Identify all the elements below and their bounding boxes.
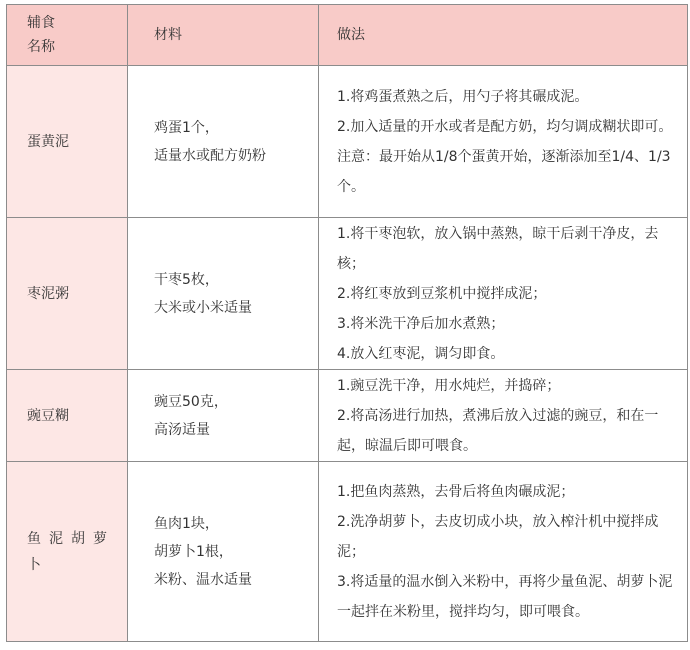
baby-food-recipe-table [6,4,688,642]
material-item: 鱼肉1块， [154,515,219,532]
table-row [7,66,688,218]
material-item: 适量水或配方奶粉 [154,147,266,164]
header-cell-materials [128,5,319,66]
method-step: 3.将适量的温水倒入米粉中，再将少量鱼泥、胡萝卜泥一起拌在米粉里，搅拌均匀，即可喂食。 [337,573,673,620]
table-row [7,370,688,462]
method-note: 注意：最开始从1/8个蛋黄开始，逐渐添加至1/4、1/3个。 [337,148,671,195]
material-item: 高汤适量 [154,421,210,438]
header-method-label: 做法 [337,27,365,43]
method-step: 1.豌豆洗干净，用水炖烂，并捣碎； [337,377,561,394]
table-row [7,218,688,370]
materials-cell [128,218,319,370]
material-item: 大米或小米适量 [154,299,252,316]
recipe-table-container [6,4,688,642]
material-item: 鸡蛋1个， [154,119,219,136]
method-cell [319,462,688,642]
method-step: 2.加入适量的开水或者是配方奶，均匀调成糊状即可。 [337,118,673,135]
method-step: 3.将米洗干净后加水煮熟； [337,315,505,332]
method-step: 2.洗净胡萝卜，去皮切成小块，放入榨汁机中搅拌成泥； [337,513,659,560]
method-cell [319,218,688,370]
material-item: 米粉、温水适量 [154,571,252,588]
header-cell-method [319,5,688,66]
recipe-name-line1: 鱼泥胡萝 [27,530,115,547]
method-step: 1.把鱼肉蒸熟，去骨后将鱼肉碾成泥； [337,483,575,500]
table-header-row [7,5,688,66]
method-step: 2.将红枣放到豆浆机中搅拌成泥； [337,285,547,302]
header-name-line2: 名称 [27,39,55,55]
recipe-name: 蛋黄泥 [27,133,69,150]
recipe-name-cell [7,370,128,462]
recipe-name-cell [7,218,128,370]
method-cell [319,66,688,218]
method-step: 1.将鸡蛋煮熟之后，用勺子将其碾成泥。 [337,88,589,105]
header-cell-name [7,5,128,66]
method-step: 2.将高汤进行加热，煮沸后放入过滤的豌豆，和在一起，晾温后即可喂食。 [337,407,659,454]
header-materials-label: 材料 [154,27,182,43]
recipe-name-cell [7,66,128,218]
material-item: 胡萝卜1根， [154,543,233,560]
recipe-name: 枣泥粥 [27,285,69,302]
method-step: 1.将干枣泡软，放入锅中蒸熟，晾干后剥干净皮，去核； [337,225,659,272]
recipe-name-line2: 卜 [27,556,41,573]
table-row [7,462,688,642]
materials-cell [128,462,319,642]
header-name-line1: 辅食 [27,15,55,31]
recipe-name-cell [7,462,128,642]
method-step: 4.放入红枣泥，调匀即食。 [337,345,505,362]
recipe-name: 豌豆糊 [27,407,69,424]
materials-cell [128,370,319,462]
method-cell [319,370,688,462]
material-item: 豌豆50克， [154,393,228,410]
materials-cell [128,66,319,218]
material-item: 干枣5枚， [154,271,219,288]
